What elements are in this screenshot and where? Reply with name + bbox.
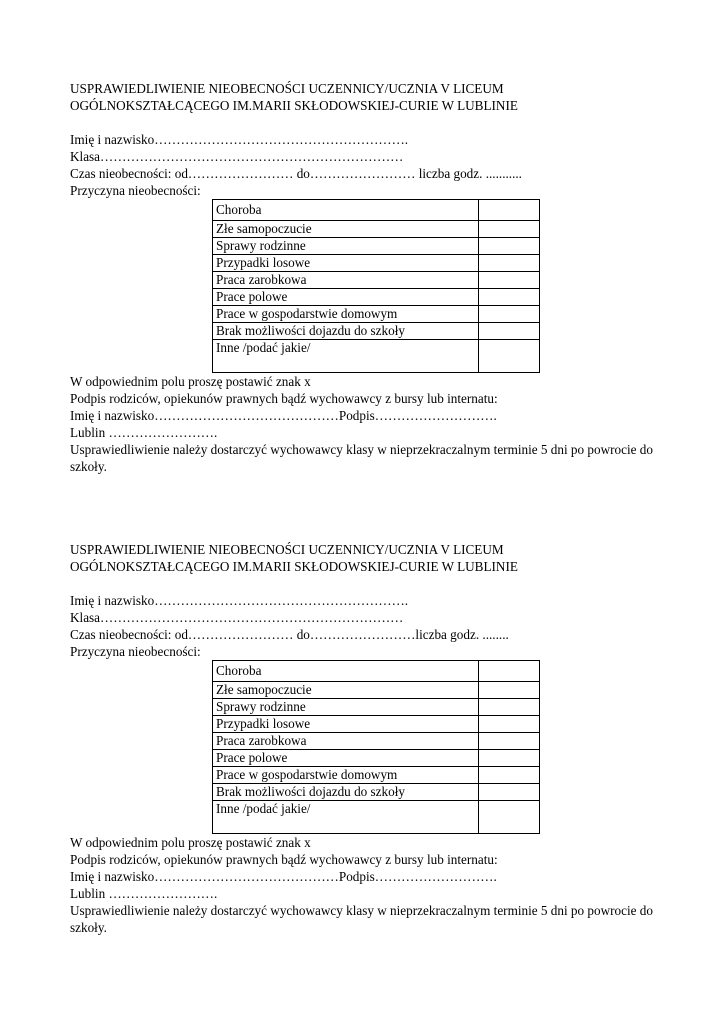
reason-label-cell: Inne /podać jakie/ [213, 340, 479, 373]
reason-label-cell: Prace w gospodarstwie domowym [213, 767, 479, 784]
reason-label-cell: Choroba [213, 661, 479, 682]
signature-field[interactable]: Imię i nazwisko……………………………………Podpis………………………. [70, 869, 497, 884]
reason-label-cell: Prace w gospodarstwie domowym [213, 306, 479, 323]
reason-table [212, 199, 540, 373]
reason-checkbox[interactable] [478, 750, 539, 767]
place-date-field[interactable]: Lublin ……………………. [70, 886, 218, 901]
form-title-line-1: USPRAWIEDLIWIENIE NIEOBECNOŚCI UCZENNICY/UCZNIA V LICEUM [70, 81, 504, 96]
reason-row [213, 289, 540, 306]
class-field[interactable]: Klasa…………………………………………………………… [70, 610, 404, 625]
reason-label-cell: Złe samopoczucie [213, 682, 479, 699]
reason-row [213, 340, 540, 373]
reason-checkbox[interactable] [478, 255, 539, 272]
absence-form-1 [70, 80, 670, 475]
reason-checkbox[interactable] [478, 289, 539, 306]
delivery-note: Usprawiedliwienie należy dostarczyć wychowawcy klasy w nieprzekraczalnym terminie 5 dni po powrocie do szkoły. [70, 442, 653, 474]
reason-label-cell: Sprawy rodzinne [213, 238, 479, 255]
reason-checkbox[interactable] [478, 340, 539, 373]
reason-label-cell: Praca zarobkowa [213, 733, 479, 750]
reason-row [213, 255, 540, 272]
reason-checkbox[interactable] [478, 784, 539, 801]
reason-row [213, 323, 540, 340]
absence-period-field[interactable]: Czas nieobecności: od…………………… do…………………… liczba godz. ........... [70, 166, 522, 181]
reason-row [213, 716, 540, 733]
reason-row [213, 801, 540, 834]
reason-checkbox[interactable] [478, 661, 539, 682]
reason-row [213, 200, 540, 221]
reason-label-cell: Złe samopoczucie [213, 221, 479, 238]
reason-row [213, 733, 540, 750]
reason-label-cell: Inne /podać jakie/ [213, 801, 479, 834]
form-title-line-1: USPRAWIEDLIWIENIE NIEOBECNOŚCI UCZENNICY/UCZNIA V LICEUM [70, 542, 504, 557]
reason-checkbox[interactable] [478, 272, 539, 289]
instruction-text: W odpowiednim polu proszę postawić znak x [70, 835, 311, 850]
name-field[interactable]: Imię i nazwisko…………………………………………………. [70, 593, 409, 608]
reason-row [213, 767, 540, 784]
reason-row [213, 661, 540, 682]
reason-label-cell: Przypadki losowe [213, 716, 479, 733]
reason-label-cell: Prace polowe [213, 289, 479, 306]
absence-period-field[interactable]: Czas nieobecności: od…………………… do……………………liczba godz. ........ [70, 627, 509, 642]
reason-row [213, 699, 540, 716]
reason-checkbox[interactable] [478, 767, 539, 784]
reason-table [212, 660, 540, 834]
reason-label-cell: Prace polowe [213, 750, 479, 767]
reason-label: Przyczyna nieobecności: [70, 183, 201, 198]
reason-label-cell: Choroba [213, 200, 479, 221]
reason-row [213, 750, 540, 767]
reason-checkbox[interactable] [478, 306, 539, 323]
name-field[interactable]: Imię i nazwisko…………………………………………………. [70, 132, 409, 147]
absence-form-2 [70, 541, 670, 936]
reason-checkbox[interactable] [478, 238, 539, 255]
reason-label-cell: Sprawy rodzinne [213, 699, 479, 716]
reason-row [213, 272, 540, 289]
reason-label: Przyczyna nieobecności: [70, 644, 201, 659]
delivery-note: Usprawiedliwienie należy dostarczyć wychowawcy klasy w nieprzekraczalnym terminie 5 dni po powrocie do szkoły. [70, 903, 653, 935]
form-title-line-2: OGÓLNOKSZTAŁCĄCEGO IM.MARII SKŁODOWSKIEJ-CURIE W LUBLINIE [70, 559, 518, 574]
reason-checkbox[interactable] [478, 323, 539, 340]
reason-label-cell: Przypadki losowe [213, 255, 479, 272]
place-date-field[interactable]: Lublin ……………………. [70, 425, 218, 440]
reason-label-cell: Brak możliwości dojazdu do szkoły [213, 784, 479, 801]
reason-checkbox[interactable] [478, 682, 539, 699]
class-field[interactable]: Klasa…………………………………………………………… [70, 149, 404, 164]
instruction-text: W odpowiednim polu proszę postawić znak x [70, 374, 311, 389]
reason-label-cell: Praca zarobkowa [213, 272, 479, 289]
reason-checkbox[interactable] [478, 801, 539, 834]
reason-checkbox[interactable] [478, 733, 539, 750]
reason-row [213, 784, 540, 801]
reason-row [213, 238, 540, 255]
form-title-line-2: OGÓLNOKSZTAŁCĄCEGO IM.MARII SKŁODOWSKIEJ-CURIE W LUBLINIE [70, 98, 518, 113]
reason-checkbox[interactable] [478, 699, 539, 716]
reason-checkbox[interactable] [478, 200, 539, 221]
reason-checkbox[interactable] [478, 716, 539, 733]
reason-checkbox[interactable] [478, 221, 539, 238]
signature-heading: Podpis rodziców, opiekunów prawnych bądź wychowawcy z bursy lub internatu: [70, 852, 498, 867]
signature-heading: Podpis rodziców, opiekunów prawnych bądź wychowawcy z bursy lub internatu: [70, 391, 498, 406]
reason-row [213, 682, 540, 699]
reason-row [213, 221, 540, 238]
signature-field[interactable]: Imię i nazwisko……………………………………Podpis………………………. [70, 408, 497, 423]
reason-row [213, 306, 540, 323]
reason-label-cell: Brak możliwości dojazdu do szkoły [213, 323, 479, 340]
